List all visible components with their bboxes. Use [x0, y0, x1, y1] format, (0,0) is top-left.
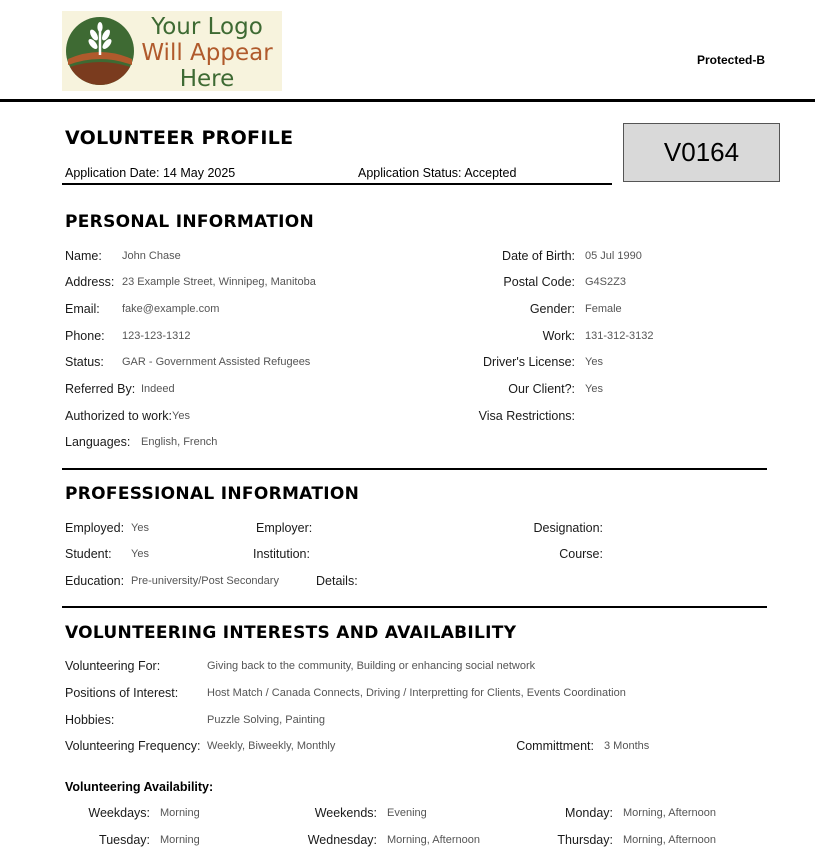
- name-value: John Chase: [122, 250, 181, 262]
- phone-label: Phone:: [65, 329, 105, 343]
- monday-label: Monday:: [565, 806, 613, 820]
- email-label: Email:: [65, 302, 100, 316]
- address-value: 23 Example Street, Winnipeg, Manitoba: [122, 276, 316, 288]
- institution-label: Institution:: [253, 547, 310, 561]
- logo-text: [138, 14, 276, 92]
- employer-label: Employer:: [256, 521, 313, 535]
- tuesday-value: Morning: [160, 834, 200, 846]
- positions-value: Host Match / Canada Connects, Driving / Interpretting for Clients, Events Coordination: [207, 687, 626, 699]
- section-divider: [62, 468, 767, 470]
- referred-by-value: Indeed: [141, 383, 175, 395]
- frequency-label: Volunteering Frequency:: [65, 739, 201, 753]
- classification-label: Protected-B: [696, 53, 765, 67]
- course-label: Course:: [559, 547, 603, 561]
- monday-value: Morning, Afternoon: [623, 807, 716, 819]
- weekdays-label: Weekdays:: [88, 806, 150, 820]
- phone-value: 123-123-1312: [122, 330, 191, 342]
- status-value: GAR - Government Assisted Refugees: [122, 356, 311, 368]
- name-label: Name:: [65, 249, 102, 263]
- education-label: Education:: [65, 574, 125, 588]
- page-title: VOLUNTEER PROFILE: [65, 127, 294, 149]
- weekdays-value: Morning: [160, 807, 200, 819]
- company-logo: [62, 11, 282, 91]
- frequency-value: Weekly, Biweekly, Monthly: [207, 740, 336, 752]
- commitment-value: 3 Months: [604, 740, 650, 752]
- address-label: Address:: [65, 275, 115, 289]
- header-divider: [0, 99, 815, 102]
- designation-label: Designation:: [533, 521, 603, 535]
- volunteering-for-label: Volunteering For:: [65, 659, 161, 673]
- volunteer-id-box: V0164: [623, 123, 780, 182]
- volunteering-title: VOLUNTEERING INTERESTS AND AVAILABILITY: [65, 623, 517, 643]
- dob-label: Date of Birth:: [502, 249, 575, 263]
- weekends-label: Weekends:: [314, 806, 377, 820]
- wednesday-label: Wednesday:: [307, 833, 377, 847]
- section-divider: [62, 606, 767, 608]
- hobbies-value: Puzzle Solving, Painting: [207, 714, 326, 726]
- tuesday-label: Tuesday:: [99, 833, 150, 847]
- languages-label: Languages:: [65, 435, 131, 449]
- languages-value: English, French: [141, 436, 218, 448]
- student-value: Yes: [131, 548, 149, 560]
- our-client-value: Yes: [585, 383, 603, 395]
- work-phone-value: 131-312-3132: [585, 330, 654, 342]
- status-label: Status:: [65, 355, 104, 369]
- wednesday-value: Morning, Afternoon: [387, 834, 480, 846]
- our-client-label: Our Client?:: [508, 382, 575, 396]
- visa-restrictions-label: Visa Restrictions:: [478, 409, 575, 423]
- email-value: fake@example.com: [122, 303, 220, 315]
- gender-label: Gender:: [529, 302, 575, 316]
- professional-info-title: PROFESSIONAL INFORMATION: [65, 484, 360, 504]
- volunteering-for-value: Giving back to the community, Building or enhancing social network: [207, 660, 536, 672]
- personal-info-title: PERSONAL INFORMATION: [65, 212, 315, 232]
- thursday-label: Thursday:: [557, 833, 613, 847]
- thursday-value: Morning, Afternoon: [623, 834, 716, 846]
- weekends-value: Evening: [387, 807, 427, 819]
- postal-code-value: G4S2Z3: [585, 276, 626, 288]
- logo-emblem-icon: [64, 15, 136, 87]
- application-status: Application Status: Accepted: [358, 166, 517, 180]
- hobbies-label: Hobbies:: [65, 713, 115, 727]
- employed-value: Yes: [131, 522, 149, 534]
- postal-code-label: Postal Code:: [503, 275, 575, 289]
- details-label: Details:: [316, 574, 358, 588]
- dob-value: 05 Jul 1990: [585, 250, 642, 262]
- drivers-license-label: Driver's License:: [483, 355, 575, 369]
- authorized-value: Yes: [172, 410, 190, 422]
- profile-underline: [62, 183, 612, 185]
- drivers-license-value: Yes: [585, 356, 603, 368]
- positions-label: Positions of Interest:: [65, 686, 179, 700]
- logo-line-3: Here: [179, 66, 235, 92]
- logo-line-2: Will Appear: [141, 40, 273, 66]
- work-phone-label: Work:: [542, 329, 575, 343]
- education-value: Pre-university/Post Secondary: [131, 575, 279, 587]
- availability-title: Volunteering Availability:: [65, 780, 214, 794]
- logo-line-1: Your Logo: [151, 14, 263, 40]
- referred-by-label: Referred By:: [65, 382, 136, 396]
- employed-label: Employed:: [65, 521, 125, 535]
- authorized-label: Authorized to work:: [65, 409, 172, 423]
- gender-value: Female: [585, 303, 622, 315]
- application-date: Application Date: 14 May 2025: [65, 166, 236, 180]
- student-label: Student:: [65, 547, 112, 561]
- commitment-label: Committment:: [516, 739, 594, 753]
